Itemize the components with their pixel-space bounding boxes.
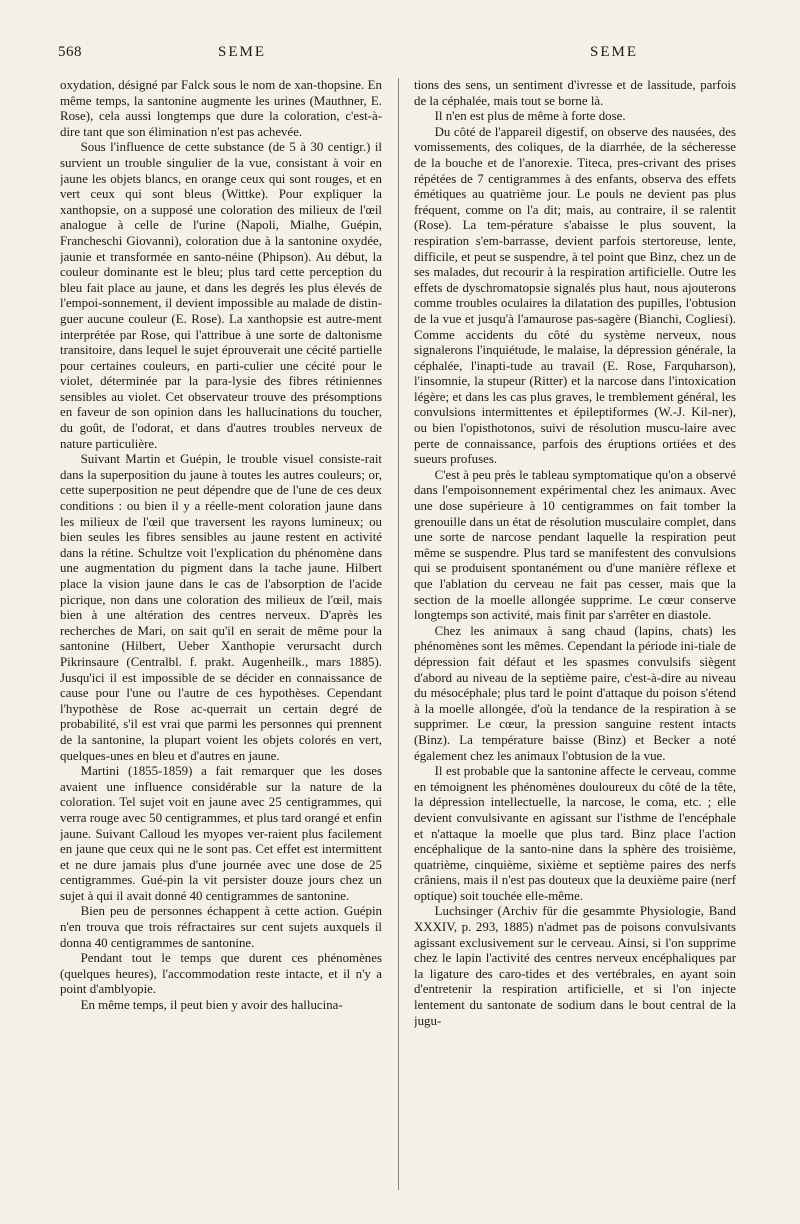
paragraph: Chez les animaux à sang chaud (lapins, chats) les phénomènes sont les mêmes. Cependant la période ini-tiale de dépression fait défaut et les spasmes convulsifs siègent d'abord au niveau de la septième paire, c'est-à-dire au niveau du mésocéphale; plus tard le point d'attaque du poison s'étend à la moelle allongée, d'où la tendance de la respiration à se supprimer. Le cœur, la pression sanguine restent intacts (Binz). La température baisse (Binz) et Becker a noté également chez les animaux l'obtusion de la vue.: [414, 623, 736, 763]
running-head-right: SEME: [590, 44, 639, 60]
paragraph: Sous l'influence de cette substance (de 5 à 30 centigr.) il survient un trouble singulier de la vue, consistant à voir en jaune les objets blancs, en orange ceux qui sont rouges, et en vert ceux qui sont bleus (Wittke). Pour expliquer la xanthopsie, on a supposé une coloration des milieux de l'œil analogue à celle de l'urine (Napoli, Mialhe, Guépin, Francheschi Giovanni), coloration due à la santonine oxydée, jaunie et transformée en santo-néine (Phipson). Au début, la couleur dominante est le bleu; plus tard cette perception du bleu fait place au jaune, et dans les degrés les plus élevés de l'empoi-sonnement, il devient impossible au malade de distin-guer aucune couleur (E. Rose). La xanthopsie est autre-ment interprétée par Rose, qui l'attribue à une sorte de daltonisme transitoire, dans lequel le sujet éprouverait une cécité partielle pour certaines couleurs, en parti-culier une cécité pour le violet, déterminée par la para-lysie des fibres rétiniennes sensibles au violet. Cet observateur trouve des présomptions en faveur de son opinion dans les hallucinations du toucher, du goût, de l'odorat, et dans d'autres troubles nerveux de nature particulière.: [60, 140, 382, 451]
paragraph: Luchsinger (Archiv für die gesammte Physiologie, Band XXXIV, p. 293, 1885) n'admet pas de poisons convulsivants agissant exclusivement sur le cerveau. Ainsi, si l'on supprime chez le lapin l'activité des centres nerveux encéphaliques par la ligature des caro-tides et des vertébrales, en ayant soin d'entretenir la respiration artificielle, et si l'on injecte lentement du santonate de sodium dans le bout central de la jugu-: [414, 904, 736, 1028]
column-divider: [398, 78, 399, 1190]
page-number: 568: [58, 44, 82, 60]
paragraph: Il est probable que la santonine affecte le cerveau, comme en témoignent les phénomènes douloureux du côté de la tête, la dépression intellectuelle, la narcose, le coma, etc. ; elle devient convulsivante en agissant sur l'isthme de l'encéphale et n'attaque la moelle que plus tard. Binz place l'action encéphalique de la santo-nine dans la sphère des troisième, quatrième, cinquième, sixième et septième paires des nerfs crâniens, mais il n'est pas douteux que la deuxième paire (nerf optique) soit touchée elle-même.: [414, 764, 736, 903]
paragraph: Pendant tout le temps que durent ces phénomènes (quelques heures), l'accommodation reste intacte, et il n'y a point d'amblyopie.: [60, 951, 382, 997]
paragraph: En même temps, il peut bien y avoir des hallucina-: [80, 998, 343, 1013]
left-column: [60, 78, 382, 1194]
paragraph: Bien peu de personnes échappent à cette action. Guépin n'en trouva que trois réfractaires sur cent sujets auxquels il donna 40 centigrammes de santonine.: [60, 904, 382, 950]
paragraph: C'est à peu près le tableau symptomatique qu'on a observé dans l'empoisonnement expérimental chez les animaux. Avec une dose supérieure à 10 centigrammes on fait tomber la grenouille dans un état de résolution musculaire complet, dans une sorte de narcose pendant laquelle la respiration peut même se suspendre. Plus tard se manifestent des convulsions qui se produisent spontanément ou d'une manière réflexe et que l'ablation du cerveau ne fait pas cesser, mais que la section de la moelle allongée supprime. Le cœur conserve longtemps son activité, mais finit par s'arrêter en diastole.: [414, 467, 736, 623]
paragraph: Suivant Martin et Guépin, le trouble visuel consiste-rait dans la superposition du jaune à toutes les autres couleurs; or, cette superposition ne peut dépendre que de l'une de ces deux conditions : ou bien il y a réelle-ment coloration jaune dans les milieux de l'œil que traversent les rayons lumineux; ou bien seules les fibres sensibles au jaune restent en activité dans la rétine. Schultze voit l'explication du phénomène dans une augmentation du pigment dans la tache jaune. Hilbert place la vision jaune dans le cas de l'absorption de l'acide picrique, non dans une coloration des milieux de l'œil, mais bien à une altération des centres nerveux. D'après les recherches de Mari, on sait qu'il en serait de même pour la santonine (Hilbert, Ueber Xanthopie verursacht durch Pikrinsaure (Centralbl. f. prakt. Augenheilk., mars 1885). Jusqu'ici il est impossible de se décider en connaissance de cause pour l'une ou l'autre de ces hypothèses. Cependant l'hypothèse de Rose ac-querrait un certain degré de probabilité, s'il est vrai que parmi les personnes qui prennent de la santonine, la plupart voient les objets colorés en vert, quelques-unes en bleu et d'autres en jaune.: [60, 452, 382, 763]
paragraph: Il n'en est plus de même à forte dose.: [434, 109, 626, 124]
right-column: [414, 78, 736, 1194]
paragraph: oxydation, désigné par Falck sous le nom de xan-thopsine. En même temps, la santonine augmente les urines (Mauthner, E. Rose), cela aussi longtemps que dure la coloration, c'est-à-dire tant que son élimination n'est pas achevée.: [60, 78, 382, 139]
paragraph: Martini (1855-1859) a fait remarquer que les doses avaient une influence considérable sur la nature de la coloration. Tel sujet voit en jaune avec 25 centigrammes, qui verra rouge avec 50 centigrammes, et plus tard orangé et enfin jaune. Suivant Calloud les myopes ver-raient plus facilement en jaune que ceux qui ne le sont pas. Cet effet est intermittent et ne dure jamais plus d'une journée avec une dose de 25 centigrammes. Gué-pin la vit persister douze jours chez un sujet à qui il avait donné 40 centigrammes de santonine.: [60, 764, 382, 903]
paragraph: tions des sens, un sentiment d'ivresse et de lassitude, parfois de la céphalée, mais tout se borne là.: [414, 78, 736, 108]
page-header: [0, 44, 800, 66]
paragraph: Du côté de l'appareil digestif, on observe des nausées, des vomissements, des coliques, de la diarrhée, de la sécheresse de la bouche et de l'anorexie. Titeca, pres-crivant des prises répétées de 7 centigrammes à des enfants, observa des effets émétiques au quatrième jour. Le pouls ne devient pas plus fréquent, comme on l'a dit; mais, au contraire, il se ralentit (Rose). La tem-pérature s'abaisse le plus souvent, la respiration s'em-barrasse, devient parfois stertoreuse, lente, difficile, et peut se suspendre, à tel point que Binz, chez un de ses malades, dut recourir à la respiration artificielle. Outre les effets de dyschromatopsie signalés plus haut, nous ajouterons comme troubles oculaires la dilatation des pupilles, l'obtusion de la vue et jusqu'à l'amaurose pas-sagère (Bianchi, Cogliesi). Comme accidents du côté du système nerveux, nous signalerons l'inquiétude, le malaise, la dépression générale, la céphalée, l'inapti-tude au travail (E. Rose, Farquharson), l'insomnie, la stupeur (Ritter) et la narcose dans l'intoxication légère; et dans les cas plus graves, le tremblement général, les convulsions intermittentes et épileptiformes (W.-J. Kil-ner), ou bien l'opisthotonos, suivi de résolution muscu-laire avec perte de connaissance, parfois des éruptions ortiées et des sueurs profuses.: [414, 124, 736, 467]
running-head-left: SEME: [218, 44, 267, 60]
